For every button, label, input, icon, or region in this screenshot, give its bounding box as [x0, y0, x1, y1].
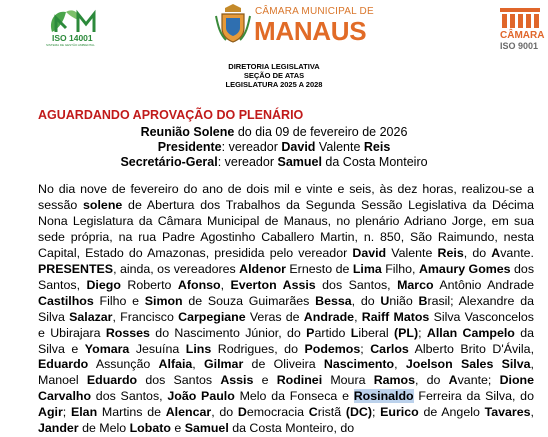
- text-run: U: [380, 293, 390, 308]
- text-run: Carpegiane: [178, 309, 246, 324]
- text-run: vante;: [457, 373, 500, 388]
- text-run: L: [350, 325, 359, 340]
- text-run: Samuel: [184, 421, 229, 436]
- text-run: Martins de: [97, 405, 166, 420]
- leaf-icon: [42, 6, 112, 36]
- text-run: solene: [83, 197, 123, 212]
- text-run: artido: [314, 325, 351, 340]
- text-run: Rosses: [105, 325, 150, 340]
- text-run: Alfaia: [158, 357, 193, 372]
- president-label: Presidente: [157, 140, 222, 154]
- text-run: Rodinei: [276, 373, 323, 388]
- text-run: Filho e: [93, 293, 145, 308]
- text-run: ristã: [317, 405, 346, 420]
- text-run: Simon: [144, 293, 183, 308]
- text-run: João Paulo: [167, 389, 235, 404]
- text-run: Dione Carvalho: [38, 373, 534, 404]
- president-line: [0, 140, 548, 155]
- text-run: ;: [360, 341, 371, 356]
- text-run: , do: [415, 373, 449, 388]
- secretary-role: : vereador: [217, 155, 278, 169]
- text-run: Diego: [86, 277, 121, 292]
- building-icon: [498, 4, 546, 30]
- text-run: dos Santos,: [91, 389, 168, 404]
- president-role: : vereador: [221, 140, 282, 154]
- text-run: Raiff Matos: [361, 309, 430, 324]
- text-run: Marco: [397, 277, 434, 292]
- text-run: Lobato: [129, 421, 171, 436]
- text-run: Rodrigues, do: [211, 341, 305, 356]
- text-run: de Souza Guimarães: [182, 293, 316, 308]
- text-run: ,: [192, 357, 205, 372]
- secretary-label: Secretário-Geral: [120, 155, 218, 169]
- text-run: Alencar: [165, 405, 212, 420]
- text-run: ,: [394, 357, 406, 372]
- text-run: nião: [389, 293, 419, 308]
- text-run: Melo da Fonseca e: [234, 389, 354, 404]
- text-run: P: [306, 325, 315, 340]
- text-run: ,: [530, 405, 534, 420]
- text-run: , ainda, os vereadores: [113, 261, 240, 276]
- text-run: Everton Assis: [230, 277, 316, 292]
- text-run: A: [448, 373, 458, 388]
- environmental-logo: [42, 6, 112, 48]
- text-run: de Angelo: [418, 405, 485, 420]
- text-run: Filho,: [381, 261, 419, 276]
- text-run: ;: [371, 405, 381, 420]
- text-run: , do: [463, 245, 492, 260]
- text-run: e: [253, 373, 277, 388]
- camara-manaus-logo: [214, 2, 374, 46]
- text-run: Ramos: [373, 373, 416, 388]
- text-run: Bessa: [315, 293, 352, 308]
- text-run: , do: [351, 293, 381, 308]
- text-run: dos Santos,: [38, 261, 535, 292]
- text-run: ;: [62, 405, 71, 420]
- text-run: Amaury Gomes: [418, 261, 511, 276]
- text-run: David: [352, 245, 387, 260]
- text-run: iberal: [358, 325, 395, 340]
- text-run: de Oliveira: [243, 357, 324, 372]
- text-run: Antônio Andrade: [433, 277, 534, 292]
- president-first-name: David: [281, 140, 316, 154]
- text-run: Veras de: [245, 309, 304, 324]
- department-title: DIRETORIA LEGISLATIVA: [228, 62, 320, 71]
- text-run: Podemos: [304, 341, 361, 356]
- text-run: Assunção: [88, 357, 159, 372]
- text-run: Castilhos: [38, 293, 94, 308]
- text-run: da Costa Monteiro, do: [228, 421, 355, 436]
- text-run: No dia nove de fevereiro do ano de dois mil e vinte e seis, às dez horas, realizou-se a sessão: [38, 182, 534, 212]
- text-run: Reis: [437, 245, 464, 260]
- text-run: Jesuína: [129, 341, 186, 356]
- text-run: Carlos: [370, 341, 409, 356]
- text-run: de Abertura dos Trabalhos da Segunda Sessão Legislativa da Décima Nona Legislatura da Câmara Municipal de Manaus, no plenário Adriano Jorge, em sua sede própria, na rua Padre Agostinho Caballero Martin, n. 850, São Raimundo, nesta Capital, Estado do Amazonas, presidida pelo vereador: [38, 197, 534, 260]
- brand-title: MANAUS: [254, 16, 367, 46]
- text-run: Moura: [322, 373, 374, 388]
- text-run: Tavares: [484, 405, 531, 420]
- text-run: (PL): [394, 325, 419, 340]
- text-run: Nascimento: [323, 357, 395, 372]
- section-title: SEÇÃO DE ATAS: [243, 71, 305, 80]
- text-run: Elan: [70, 405, 98, 420]
- text-run: A: [491, 245, 501, 260]
- text-run: Ferreira da Silva, do: [413, 389, 534, 404]
- text-run: Lima: [352, 261, 382, 276]
- text-run: dos Santos: [137, 373, 221, 388]
- text-run: ,: [354, 309, 362, 324]
- meeting-title: [0, 125, 548, 140]
- text-run: Afonso: [177, 277, 221, 292]
- iso-14001-label: ISO 14001: [52, 33, 93, 43]
- minutes-body: [38, 182, 534, 437]
- text-run: B: [418, 293, 428, 308]
- text-run: Valente: [386, 245, 438, 260]
- text-run: , Francisco: [112, 309, 179, 324]
- text-run: Eduardo: [38, 357, 89, 372]
- text-run: Agir: [38, 405, 63, 420]
- text-run: da Silva e: [38, 325, 535, 356]
- text-run: Silva Vasconcelos e Ubirajara: [38, 309, 534, 340]
- text-run: emocracia: [246, 405, 309, 420]
- text-run: ;: [418, 325, 427, 340]
- text-run: e: [170, 421, 185, 436]
- text-run: (DC): [345, 405, 372, 420]
- text-run: dos Santos,: [315, 277, 398, 292]
- text-run: D: [237, 405, 247, 420]
- highlighted-text-run: Rosinaldo: [353, 389, 414, 404]
- coat-of-arms-icon: [214, 2, 252, 44]
- iso-9001-title: CÂMARA: [500, 30, 545, 41]
- text-run: Alberto Brito D'Ávila,: [408, 341, 535, 356]
- text-run: Eduardo: [86, 373, 138, 388]
- text-run: , do: [211, 405, 238, 420]
- text-run: ,: [220, 277, 231, 292]
- text-run: Assis: [220, 373, 254, 388]
- text-run: rasil; Alexandre da Silva: [38, 293, 534, 324]
- iso-9001-logo: [476, 4, 548, 54]
- text-run: Lins: [185, 341, 212, 356]
- text-run: Joelson Sales Silva: [405, 357, 531, 372]
- text-run: Andrade: [303, 309, 355, 324]
- iso-14001-subtitle: SISTEMA DE GESTÃO AMBIENTAL: [46, 43, 95, 47]
- meeting-date: do dia 09 de fevereiro de 2026: [234, 125, 408, 139]
- text-run: Yomara: [84, 341, 130, 356]
- text-run: Salazar: [69, 309, 113, 324]
- meeting-type: Reunião Solene: [140, 125, 235, 139]
- legislature-title: LEGISLATURA 2025 A 2028: [225, 80, 323, 89]
- secretary-first-name: Samuel: [277, 155, 322, 169]
- text-run: vante.: [500, 245, 534, 260]
- text-run: Jander: [38, 421, 79, 436]
- president-middle-name: Valente: [315, 140, 364, 154]
- iso-9001-label: ISO 9001: [500, 41, 539, 51]
- text-run: Aldenor: [239, 261, 286, 276]
- text-run: Roberto: [120, 277, 178, 292]
- text-run: Eurico: [380, 405, 419, 420]
- secretary-rest-name: da Costa Monteiro: [321, 155, 428, 169]
- text-run: Allan Campelo: [426, 325, 515, 340]
- brand-subtitle: CÂMARA MUNICIPAL DE: [255, 6, 374, 17]
- text-run: C: [308, 405, 318, 420]
- secretary-line: [0, 155, 548, 170]
- text-run: do Nascimento Júnior, do: [149, 325, 307, 340]
- president-last-name: Reis: [363, 140, 391, 154]
- approval-status: AGUARDANDO APROVAÇÃO DO PLENÁRIO: [38, 108, 304, 122]
- text-run: PRESENTES: [38, 261, 114, 276]
- text-run: de Melo: [78, 421, 130, 436]
- text-run: , Manoel: [38, 357, 534, 388]
- text-run: Ernesto de: [285, 261, 353, 276]
- text-run: Gilmar: [204, 357, 244, 372]
